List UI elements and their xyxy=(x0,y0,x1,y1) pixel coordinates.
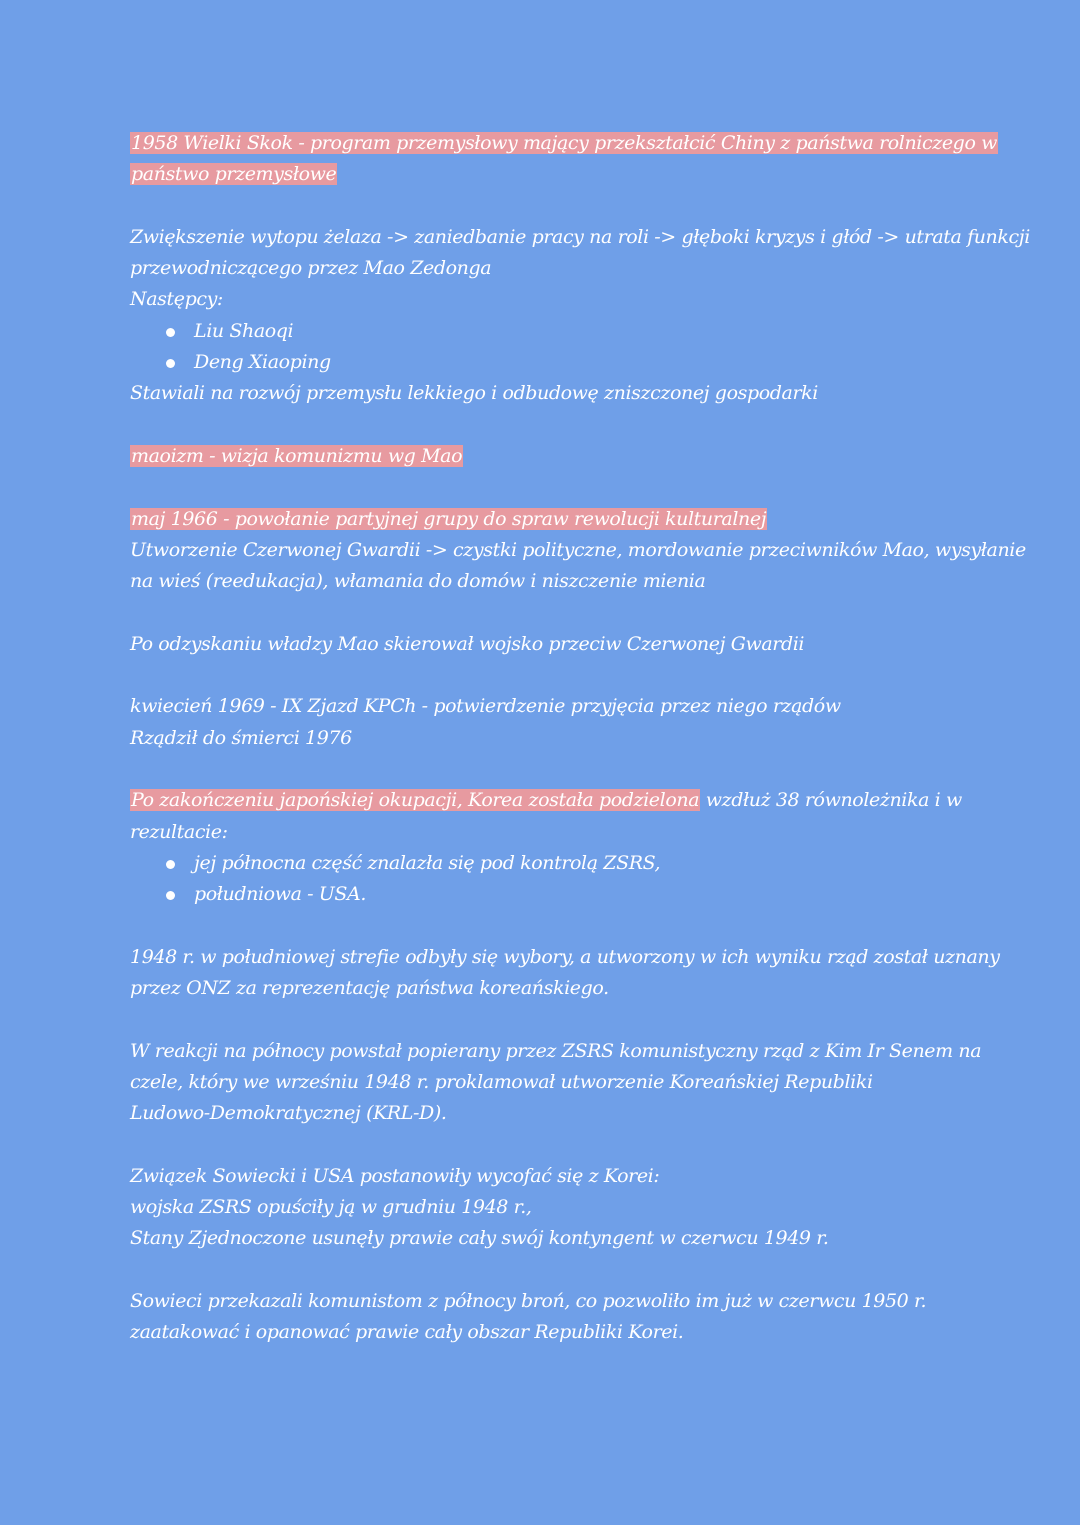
list-item: Liu Shaoqi xyxy=(130,316,960,347)
wielki-skok-block xyxy=(130,128,997,191)
maoizm-block xyxy=(130,441,960,472)
notes-page xyxy=(130,128,1030,1380)
successors-list xyxy=(130,316,960,379)
bullet-icon xyxy=(166,359,175,368)
wybory-block xyxy=(130,942,1000,1005)
korea-heading: Po zakończeniu japońskiej okupacji, Korea została podzielona xyxy=(131,789,700,812)
maoizm-heading: maoizm - wizja komunizmu wg Mao xyxy=(131,444,463,467)
reakcja-line-1: W reakcji na północy powstał popierany przez ZSRS komunistyczny rząd z Kim Ir Senem na xyxy=(130,1039,982,1062)
reakcja-block xyxy=(130,1036,982,1130)
rewolucja-line-3: na wieś (reedukacja), włamania do domów i niszczenie mienia xyxy=(130,570,706,593)
rewolucja-block xyxy=(130,504,1026,598)
bullet-icon xyxy=(166,891,175,900)
reakcja-line-3: Ludowo-Demokratycznej (KRL-D). xyxy=(130,1102,447,1125)
zjazd-block xyxy=(130,691,960,754)
list-item: południowa - USA. xyxy=(130,879,960,910)
rewolucja-heading: maj 1966 - powołanie partyjnej grupy do spraw rewolucji kulturalnej xyxy=(131,507,767,530)
wielki-skok-heading-cont: państwo przemysłowe xyxy=(131,163,337,186)
rewolucja-line-2: Utworzenie Czerwonej Gwardii -> czystki polityczne, mordowanie przeciwników Mao, wysyłanie xyxy=(130,538,1026,561)
bron-line-2: zaatakować i opanować prawie cały obszar Republiki Korei. xyxy=(130,1321,684,1344)
korea-list xyxy=(130,848,960,911)
odzyskanie-block xyxy=(130,629,960,660)
zjazd-line-2: Rządził do śmierci 1976 xyxy=(130,726,352,749)
korea-block xyxy=(130,785,960,910)
wielki-skok-heading: 1958 Wielki Skok - program przemysłowy mający przekształcić Chiny z państwa rolniczego w xyxy=(131,132,997,154)
zjazd-line-1: kwiecień 1969 - IX Zjazd KPCh - potwierdzenie przyjęcia przez niego rządów xyxy=(130,695,841,718)
wycofanie-line-1: Związek Sowiecki i USA postanowiły wycofać się z Korei: xyxy=(130,1164,660,1187)
odzyskanie-line: Po odzyskaniu władzy Mao skierował wojsko przeciw Czerwonej Gwardii xyxy=(130,632,805,655)
wybory-line-2: przez ONZ za reprezentację państwa koreańskiego. xyxy=(130,977,609,1000)
zwiekszenie-line-1: Zwiększenie wytopu żelaza -> zaniedbanie pracy na roli -> głęboki kryzys i głód -> utrata funkcji xyxy=(130,225,1030,248)
wycofanie-line-3: Stany Zjednoczone usunęły prawie cały swój kontyngent w czerwcu 1949 r. xyxy=(130,1227,829,1250)
reakcja-line-2: czele, który we wrześniu 1948 r. proklamował utworzenie Koreańskiej Republiki xyxy=(130,1070,873,1093)
wycofanie-line-2: wojska ZSRS opuściły ją w grudniu 1948 r., xyxy=(130,1196,532,1219)
zwiekszenie-block xyxy=(130,222,1030,410)
bullet-icon xyxy=(166,860,175,869)
korea-heading-rest: wzdłuż 38 równoleżnika i w xyxy=(700,789,962,812)
zwiekszenie-line-2: przewodniczącego przez Mao Zedonga xyxy=(130,257,492,280)
successors-label: Następcy: xyxy=(130,288,223,311)
bullet-icon xyxy=(166,328,175,337)
korea-line-2: rezultacie: xyxy=(130,820,228,843)
wycofanie-block xyxy=(130,1161,960,1255)
wybory-line-1: 1948 r. w południowej strefie odbyły się wybory, a utworzony w ich wyniku rząd został uznany xyxy=(130,945,1000,968)
bron-block xyxy=(130,1286,960,1349)
list-item: jej północna część znalazła się pod kontrolą ZSRS, xyxy=(130,848,960,879)
list-item: Deng Xiaoping xyxy=(130,347,960,378)
bron-line-1: Sowieci przekazali komunistom z północy broń, co pozwoliło im już w czerwcu 1950 r. xyxy=(130,1289,927,1312)
successors-policy: Stawiali na rozwój przemysłu lekkiego i odbudowę zniszczonej gospodarki xyxy=(130,382,818,405)
